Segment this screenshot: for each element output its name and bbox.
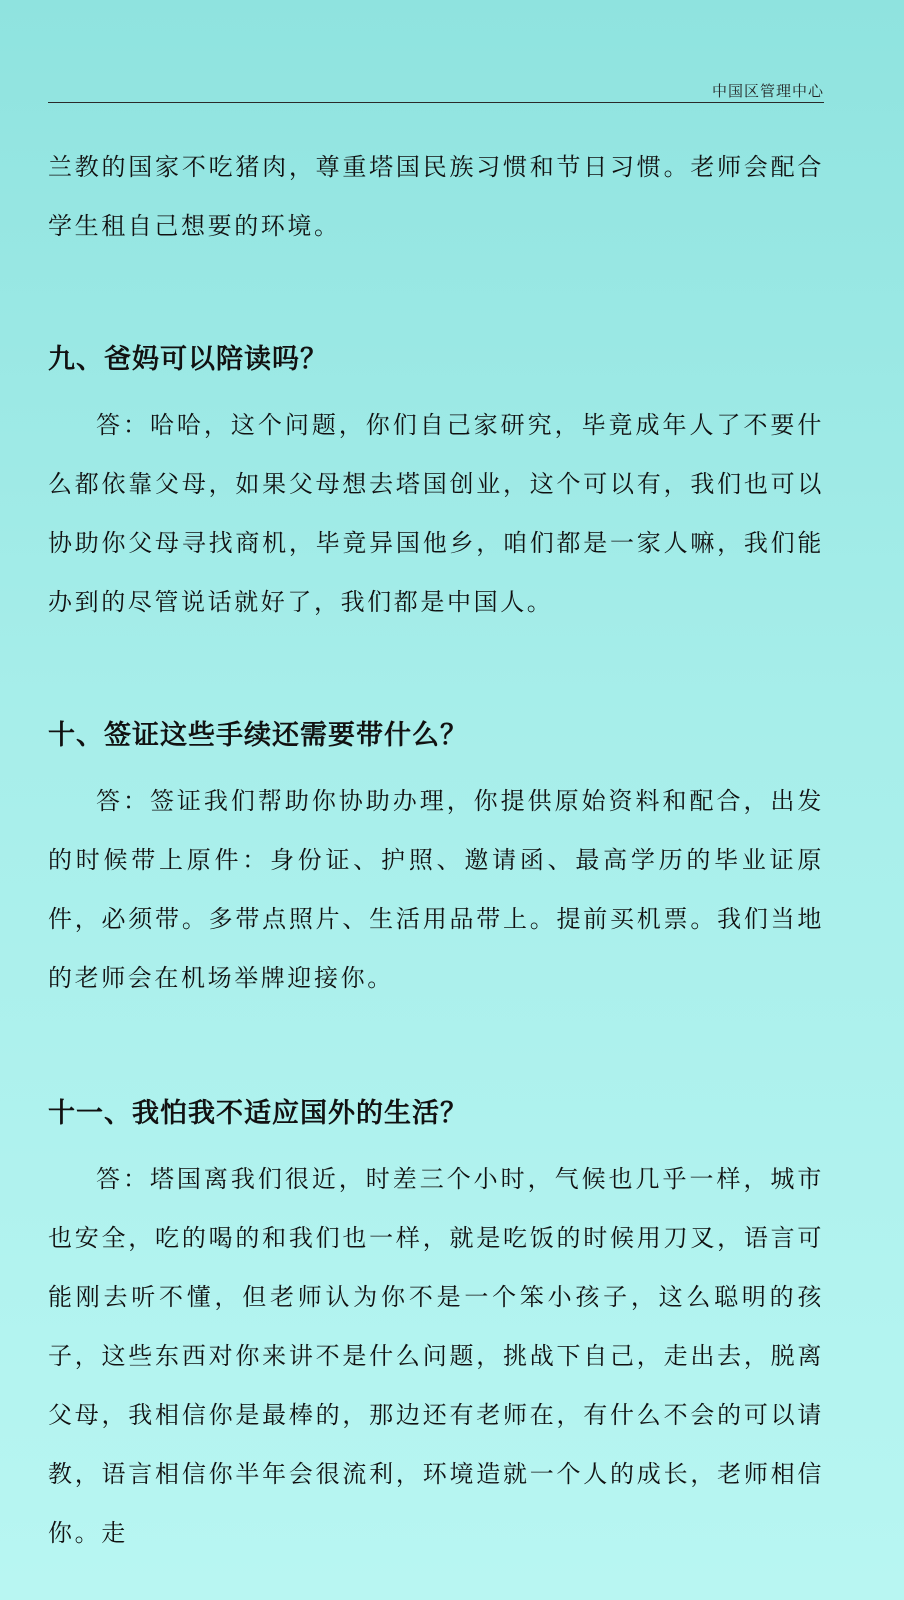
section-9 [48, 340, 824, 632]
section-answer: 答：签证我们帮助你协助办理，你提供原始资料和配合，出发的时候带上原件：身份证、护照、邀请函、最高学历的毕业证原件，必须带。多带点照片、生活用品带上。提前买机票。我们当地的老师会在机场举牌迎接你。 [48, 787, 824, 992]
page-header [48, 72, 824, 103]
section-10 [48, 716, 824, 1008]
intro-paragraph: 兰教的国家不吃猪肉，尊重塔国民族习惯和节日习惯。老师会配合学生租自己想要的环境。 [48, 153, 824, 240]
section-heading: 十、签证这些手续还需要带什么？ [48, 720, 468, 751]
section-11 [48, 1094, 824, 1563]
document-content [48, 138, 824, 1563]
header-title: 中国区管理中心 [711, 82, 824, 100]
section-heading: 九、爸妈可以陪读吗？ [48, 344, 328, 375]
section-heading: 十一、我怕我不适应国外的生活？ [48, 1098, 468, 1129]
section-answer: 答：塔国离我们很近，时差三个小时，气候也几乎一样，城市也安全，吃的喝的和我们也一样，就是吃饭的时候用刀叉，语言可能刚去听不懂，但老师认为你不是一个笨小孩子，这么聪明的孩子，这些东西对你来讲不是什么问题，挑战下自己，走出去，脱离父母，我相信你是最棒的，那边还有老师在，有什么不会的可以请教，语言相信你半年会很流利，环境造就一个人的成长，老师相信你。走 [48, 1165, 824, 1547]
section-answer: 答：哈哈，这个问题，你们自己家研究，毕竟成年人了不要什么都依靠父母，如果父母想去塔国创业，这个可以有，我们也可以协助你父母寻找商机，毕竟异国他乡，咱们都是一家人嘛，我们能办到的尽管说话就好了，我们都是中国人。 [48, 411, 824, 616]
